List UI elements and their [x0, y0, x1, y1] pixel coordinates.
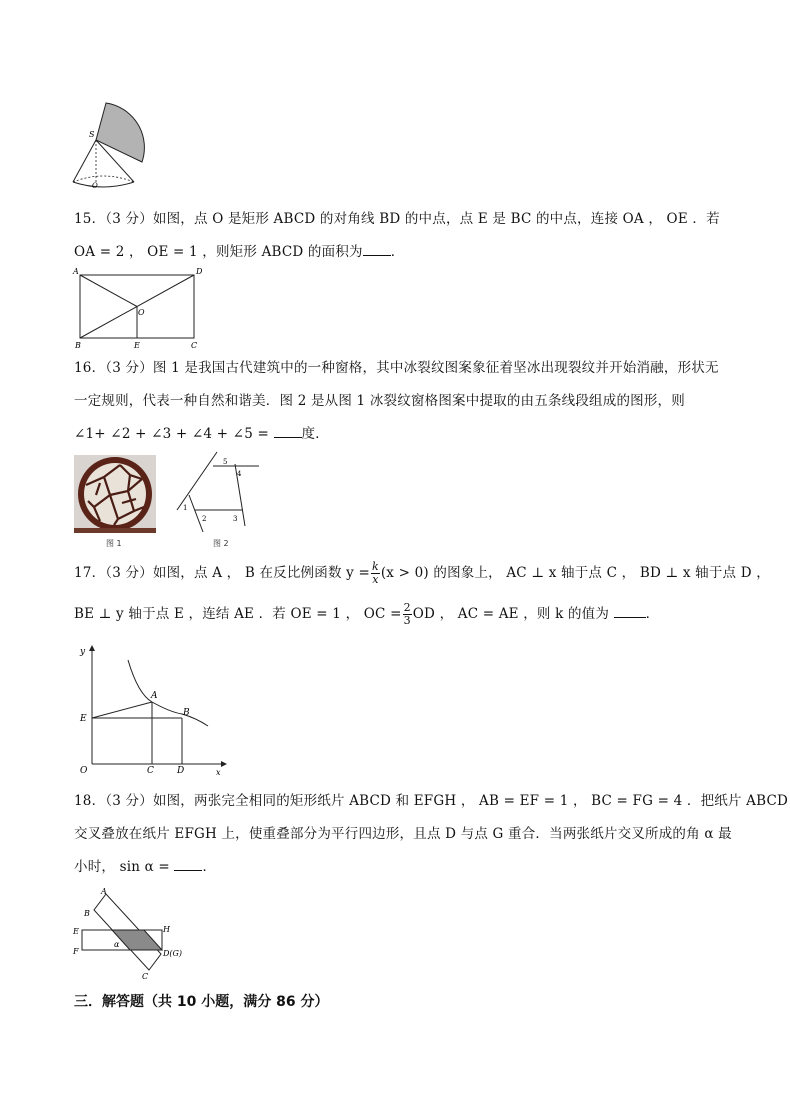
label-c: C: [147, 766, 154, 776]
label-b: B: [84, 909, 90, 918]
q17-line-2-end: ．: [645, 606, 660, 622]
q17-line-1-a: 17．（3 分）如图，点 A ， B 在反比例函数 y =: [74, 565, 370, 581]
answer-blank: [614, 605, 646, 618]
q16-line-3: [74, 418, 724, 451]
label-o: O: [138, 308, 145, 317]
q17-line-1-b: (x > 0) 的图象上， AC ⊥ x 轴于点 C ， BD ⊥ x 轴于点 D ，: [380, 565, 770, 581]
frac2-numerator: 2: [403, 601, 411, 614]
cone-label-s: S: [89, 130, 95, 139]
label-h: H: [163, 925, 170, 934]
cone-figure: [70, 100, 150, 192]
cone-side-left: [73, 140, 96, 182]
q18-line-3-text: 小时， sin α =: [74, 859, 170, 875]
cone-base-front: [73, 182, 134, 187]
q17-line-1: [74, 557, 770, 590]
segment-long-left: [177, 452, 217, 510]
q18-line-2: 交叉叠放在纸片 EFGH 上，使重叠部分为平行四边形，且点 D 与点 G 重合．当两张纸片交叉所成的角 α 最: [74, 826, 732, 842]
label-b: B: [75, 341, 81, 350]
q16-line-3-text: ∠1+ ∠2 + ∠3 + ∠4 + ∠5 =: [74, 426, 269, 442]
q17-line-2: [74, 598, 724, 631]
label-c: C: [191, 341, 198, 350]
ice-crack-window-photo: [74, 455, 156, 533]
angle-label-4: 4: [237, 470, 242, 478]
label-f: F: [73, 947, 79, 956]
five-segment-figure: [173, 450, 265, 536]
q15-line-1: 15．（3 分）如图，点 O 是矩形 ABCD 的对角线 BD 的中点，点 E 是 BC 的中点，连接 OA ， OE ．若: [74, 211, 720, 227]
label-alpha: α: [114, 940, 120, 949]
q18-line-3-end: ．: [202, 859, 217, 875]
label-e: E: [73, 927, 79, 936]
overlap-parallelogram: [112, 930, 162, 950]
label-e: E: [80, 714, 87, 724]
answer-blank: [174, 858, 202, 871]
label-d: D: [196, 267, 203, 276]
q18-line-1: 18．（3 分）如图，两张完全相同的矩形纸片 ABCD 和 EFGH ， AB = EF = 1 ， BC = FG = 4 ．把纸片 ABCD: [74, 793, 789, 809]
q15-line-2-end: ．: [390, 244, 405, 260]
q17-line-2-b: OD ， AC = AE ，则 k 的值为: [412, 606, 610, 622]
segment-cross: [189, 495, 203, 532]
frac-numerator: k: [371, 560, 379, 573]
cone-base-back: [73, 176, 134, 182]
answer-blank: [274, 425, 302, 438]
frac-denominator: x: [372, 573, 379, 586]
label-d: D: [177, 766, 185, 776]
label-b: B: [183, 708, 190, 718]
fig2-caption: 图 2: [213, 539, 229, 548]
q16-line-2: 一定规则，代表一种自然和谐美．图 2 是从图 1 冰裂纹窗格图案中提取的由五条线段组成的图形，则: [74, 393, 685, 409]
question-16: [74, 352, 724, 451]
q16-line-1: 16．（3 分）图 1 是我国古代建筑中的一种窗格，其中冰裂纹图案象征着坚冰出现裂纹并开始消融，形状无: [74, 360, 719, 376]
angle-label-2: 2: [202, 515, 207, 523]
label-a: A: [151, 691, 158, 701]
q18-line-3: [74, 851, 724, 884]
fraction-two-thirds: [403, 602, 412, 627]
label-e: E: [134, 341, 140, 350]
label-a: A: [101, 887, 107, 896]
q17-line-2-a: BE ⊥ y 轴于点 E ，连结 AE ．若 OE = 1 ， OC =: [74, 606, 402, 622]
rectangle-figure: [72, 266, 204, 350]
angle-label-1: 1: [183, 504, 188, 512]
axis-label-y: y: [80, 647, 86, 657]
q15-line-2-text: OA = 2 ， OE = 1 ，则矩形 ABCD 的面积为: [74, 244, 363, 260]
sector-shaded: [96, 103, 144, 162]
segment-ea: [92, 702, 152, 718]
answer-blank: [363, 243, 391, 256]
hyperbola-curve: [128, 660, 208, 726]
q15-line-2: [74, 236, 724, 269]
angle-label-3: 3: [233, 515, 238, 523]
q16-line-3-end: 度．: [301, 426, 329, 442]
cone-label-o: O: [92, 182, 98, 190]
photo-base: [74, 528, 156, 533]
question-18: [74, 785, 789, 884]
segment-oa: [80, 275, 137, 307]
overlapping-rectangles-figure: [72, 886, 192, 982]
axis-label-x: x: [216, 768, 221, 777]
angle-label-5: 5: [223, 458, 228, 466]
fig1-caption: 图 1: [106, 539, 122, 548]
label-o: O: [80, 766, 88, 776]
inverse-function-graph: [72, 642, 232, 778]
section-heading: 三．解答题（共 10 小题，满分 86 分）: [74, 994, 329, 1010]
fraction-k-over-x: [371, 561, 380, 586]
label-c: C: [142, 972, 149, 981]
label-dg: D(G): [163, 949, 183, 958]
question-15: [74, 203, 724, 269]
frac2-denominator: 3: [403, 614, 411, 627]
question-17: [74, 557, 770, 631]
label-a: A: [73, 267, 79, 276]
